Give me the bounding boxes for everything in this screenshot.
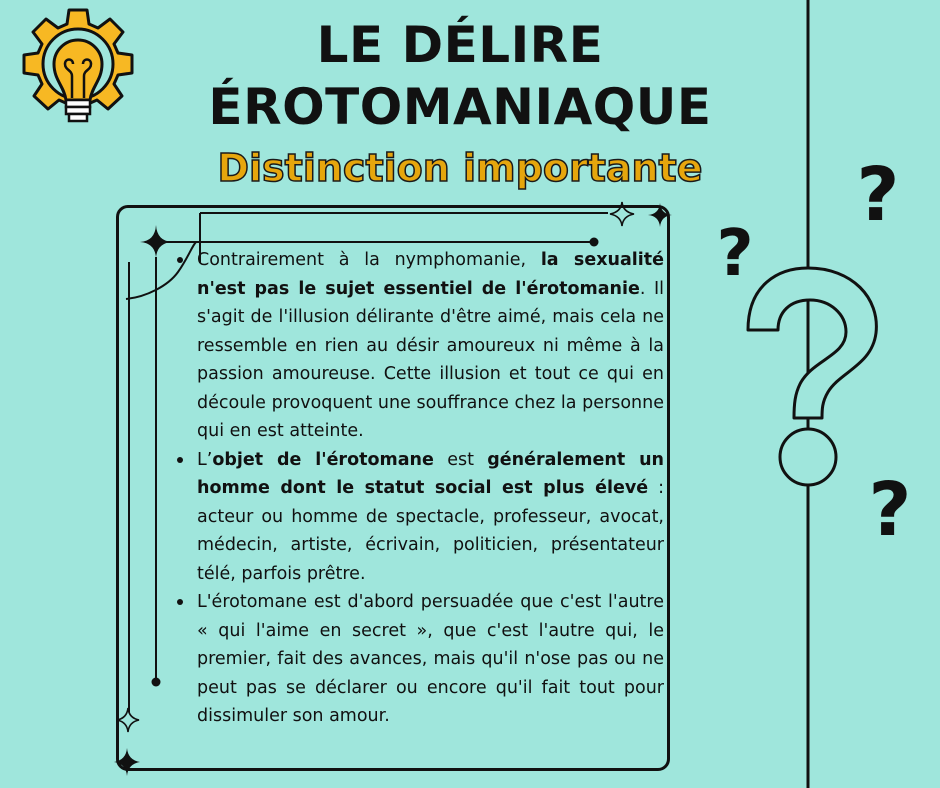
question-mark-outline-icon (748, 268, 876, 485)
question-mark-icon: ? (856, 152, 900, 238)
list-item (197, 588, 664, 731)
bullet-text: Contrairement à la nymphomanie, (197, 250, 541, 270)
question-mark-icon: ? (716, 217, 754, 291)
question-mark-icon: ? (868, 467, 912, 553)
list-item (197, 246, 664, 446)
page-subtitle: Distinction importante (217, 146, 703, 190)
bullet-text: L’ (197, 449, 213, 470)
page-title-line1: LE DÉLIRE (316, 16, 604, 74)
bullet-text: : acteur ou homme de spectacle, professeur, avocat, médecin, artiste, écrivain, politicien, présentateur télé, parfois prêtre. (197, 478, 665, 584)
list-item (197, 446, 664, 589)
lightbulb-gear-icon (24, 10, 132, 121)
bullet-list (197, 246, 664, 731)
content-text (197, 246, 664, 731)
page-title-line2: ÉROTOMANIAQUE (208, 78, 712, 136)
bullet-emphasis: objet de l'érotomane (212, 449, 434, 470)
bullet-emphasis: la sexualité n'est pas le sujet essentiel de l'érotomanie (197, 250, 664, 299)
bullet-text: . Il s'agit de l'illusion délirante d'être aimé, mais cela ne ressemble en rien au désir amoureux ni même à la passion amoureuse. Cette illusion et tout ce qui en découle provoquent une souffrance chez la personne qui en est atteinte. (197, 278, 664, 441)
bullet-text: L'érotomane est d'abord persuadée que c'est l'autre « qui l'aime en secret », que c'est l'autre qui, le premier, fait des avances, mais qu'il n'ose pas ou ne peut pas se déclarer ou encore qu'il fait tout pour dissimuler son amour. (197, 592, 664, 726)
bullet-text: est (433, 449, 488, 470)
bullet-emphasis: généralement un homme dont le statut social est plus élevé (197, 449, 664, 498)
